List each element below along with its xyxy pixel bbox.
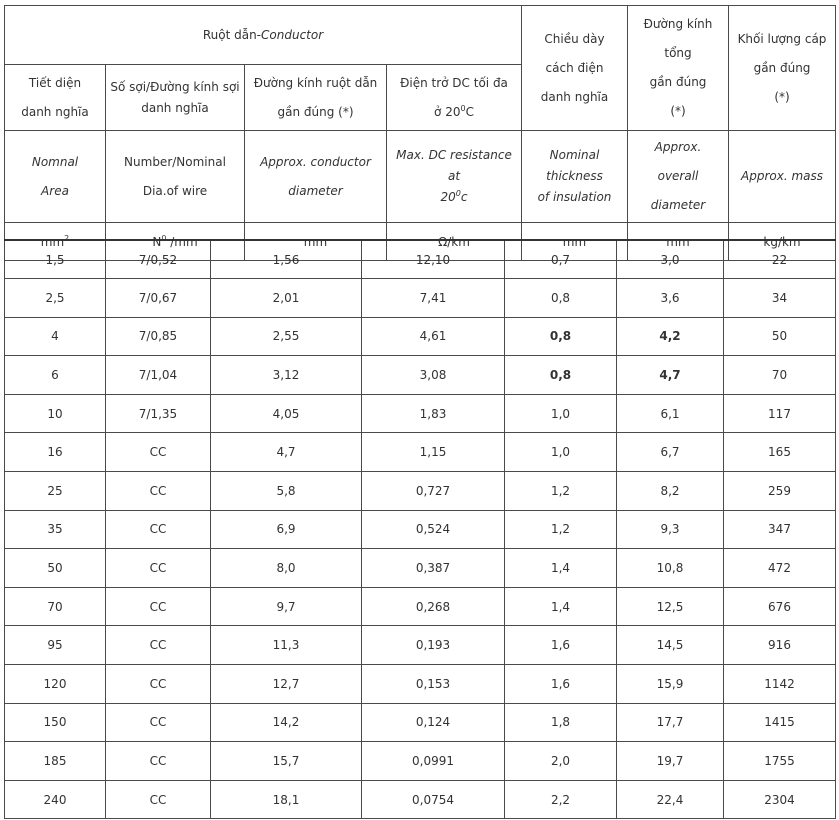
- nominal-area-cell: 150: [5, 703, 106, 742]
- wire-number-cell: CC: [106, 665, 211, 704]
- insulation-thickness-cell: 2,0: [505, 742, 617, 781]
- overall-diameter-cell: 14,5: [617, 626, 724, 665]
- nominal-area-cell: 10: [5, 394, 106, 433]
- nominal-area-en-header: Nomnal Area: [5, 131, 106, 223]
- conductor-diameter-cell: 9,7: [211, 587, 362, 626]
- wire-number-cell: 7/0,85: [106, 317, 211, 356]
- cable-mass-cell: 70: [724, 356, 836, 395]
- conductor-diameter-cell: 14,2: [211, 703, 362, 742]
- overall-diameter-cell: 6,1: [617, 394, 724, 433]
- dc-resistance-cell: 1,15: [362, 433, 505, 472]
- dc-resistance-cell: 0,524: [362, 510, 505, 549]
- dc-resistance-unit: Ω/km: [387, 223, 522, 261]
- wire-number-unit: $N^0$ /mm: [106, 223, 245, 261]
- nominal-area-cell: 4: [5, 317, 106, 356]
- nominal-area-cell: 1,5: [5, 240, 106, 279]
- dc-resistance-en-header: Max. DC resistance at $20^0c$: [387, 131, 522, 223]
- spec-table-body: [4, 239, 836, 819]
- nominal-area-cell: 6: [5, 356, 106, 395]
- conductor-diameter-cell: 2,01: [211, 279, 362, 318]
- cable-mass-cell: 347: [724, 510, 836, 549]
- dc-resistance-cell: 0,153: [362, 665, 505, 704]
- nominal-area-cell: 70: [5, 587, 106, 626]
- conductor-diameter-cell: 4,05: [211, 394, 362, 433]
- table-row: [5, 510, 836, 549]
- dc-resistance-cell: 0,193: [362, 626, 505, 665]
- cable-mass-cell: 50: [724, 317, 836, 356]
- overall-diameter-cell: 19,7: [617, 742, 724, 781]
- conductor-diameter-cell: 4,7: [211, 433, 362, 472]
- wire-number-cell: CC: [106, 703, 211, 742]
- wire-number-cell: CC: [106, 780, 211, 819]
- insulation-thickness-cell: 1,6: [505, 626, 617, 665]
- cable-mass-cell: 34: [724, 279, 836, 318]
- insulation-thickness-cell: 0,8: [505, 317, 617, 356]
- insulation-thickness-cell: 1,2: [505, 510, 617, 549]
- cable-mass-cell: 472: [724, 549, 836, 588]
- cable-mass-cell: 916: [724, 626, 836, 665]
- overall-diameter-cell: 3,6: [617, 279, 724, 318]
- dc-resistance-cell: 0,0754: [362, 780, 505, 819]
- overall-diameter-cell: 15,9: [617, 665, 724, 704]
- table-row: [5, 626, 836, 665]
- overall-diameter-cell: 22,4: [617, 780, 724, 819]
- overall-diameter-cell: 3,0: [617, 240, 724, 279]
- insulation-thickness-cell: 1,0: [505, 433, 617, 472]
- wire-number-cell: CC: [106, 626, 211, 665]
- nominal-area-cell: 2,5: [5, 279, 106, 318]
- wire-number-en-header: Number/Nominal Dia.of wire: [106, 131, 245, 223]
- conductor-diameter-cell: 5,8: [211, 472, 362, 511]
- conductor-diameter-cell: 8,0: [211, 549, 362, 588]
- cable-mass-cell: 259: [724, 472, 836, 511]
- overall-diameter-unit: mm: [628, 223, 729, 261]
- cable-mass-cell: 22: [724, 240, 836, 279]
- conductor-diameter-cell: 2,55: [211, 317, 362, 356]
- cable-mass-cell: 1755: [724, 742, 836, 781]
- overall-diameter-cell: 6,7: [617, 433, 724, 472]
- table-row: [5, 742, 836, 781]
- cable-mass-vn-header: Khối lượng cáp gần đúng (*): [729, 6, 836, 131]
- dc-resistance-cell: 0,268: [362, 587, 505, 626]
- spec-table-header: [4, 5, 836, 261]
- insulation-thickness-cell: 1,4: [505, 549, 617, 588]
- table-row: [5, 703, 836, 742]
- cable-mass-cell: 676: [724, 587, 836, 626]
- overall-diameter-cell: 8,2: [617, 472, 724, 511]
- wire-number-cell: CC: [106, 433, 211, 472]
- conductor-diameter-cell: 18,1: [211, 780, 362, 819]
- cable-mass-cell: 2304: [724, 780, 836, 819]
- conductor-diameter-cell: 6,9: [211, 510, 362, 549]
- overall-diameter-cell: 12,5: [617, 587, 724, 626]
- wire-number-cell: CC: [106, 587, 211, 626]
- dc-resistance-cell: 0,0991: [362, 742, 505, 781]
- nominal-area-cell: 240: [5, 780, 106, 819]
- table-row: [5, 472, 836, 511]
- nominal-area-cell: 185: [5, 742, 106, 781]
- cable-mass-unit: kg/km: [729, 223, 836, 261]
- dc-resistance-cell: 4,61: [362, 317, 505, 356]
- conductor-diameter-unit: mm: [245, 223, 387, 261]
- wire-number-cell: CC: [106, 742, 211, 781]
- wire-number-cell: 7/0,52: [106, 240, 211, 279]
- conductor-diameter-cell: 11,3: [211, 626, 362, 665]
- dc-resistance-cell: 0,124: [362, 703, 505, 742]
- insulation-thickness-cell: 0,8: [505, 356, 617, 395]
- cable-mass-cell: 117: [724, 394, 836, 433]
- conductor-diameter-cell: 3,12: [211, 356, 362, 395]
- insulation-thickness-cell: 2,2: [505, 780, 617, 819]
- nominal-area-unit: $mm^2$: [5, 223, 106, 261]
- table-row: [5, 279, 836, 318]
- wire-number-cell: 7/0,67: [106, 279, 211, 318]
- nominal-area-cell: 25: [5, 472, 106, 511]
- insulation-thickness-en-header: Nominal thickness of insulation: [522, 131, 628, 223]
- wire-number-cell: CC: [106, 472, 211, 511]
- insulation-thickness-cell: 0,7: [505, 240, 617, 279]
- insulation-thickness-unit: mm: [522, 223, 628, 261]
- dc-resistance-cell: 12,10: [362, 240, 505, 279]
- table-row: [5, 587, 836, 626]
- insulation-thickness-cell: 1,6: [505, 665, 617, 704]
- table-row: [5, 549, 836, 588]
- insulation-thickness-cell: 1,0: [505, 394, 617, 433]
- table-row: [5, 780, 836, 819]
- insulation-thickness-cell: 1,8: [505, 703, 617, 742]
- cable-mass-en-header: Approx. mass: [729, 131, 836, 223]
- conductor-diameter-vn-header: Đường kính ruột dẫn gần đúng (*): [245, 65, 387, 131]
- wire-number-vn-header: Số sợi/Đường kính sợi danh nghĩa: [106, 65, 245, 131]
- conductor-diameter-cell: 12,7: [211, 665, 362, 704]
- nominal-area-cell: 16: [5, 433, 106, 472]
- conductor-diameter-cell: 15,7: [211, 742, 362, 781]
- table-row: [5, 665, 836, 704]
- overall-diameter-cell: 4,2: [617, 317, 724, 356]
- insulation-thickness-cell: 0,8: [505, 279, 617, 318]
- wire-number-cell: 7/1,04: [106, 356, 211, 395]
- overall-diameter-cell: 9,3: [617, 510, 724, 549]
- nominal-area-cell: 120: [5, 665, 106, 704]
- wire-number-cell: CC: [106, 510, 211, 549]
- conductor-diameter-cell: 1,56: [211, 240, 362, 279]
- nominal-area-cell: 50: [5, 549, 106, 588]
- cable-mass-cell: 1415: [724, 703, 836, 742]
- nominal-area-cell: 35: [5, 510, 106, 549]
- table-row: [5, 317, 836, 356]
- overall-diameter-cell: 17,7: [617, 703, 724, 742]
- nominal-area-vn-header: Tiết diện danh nghĩa: [5, 65, 106, 131]
- table-row: [5, 356, 836, 395]
- wire-number-cell: 7/1,35: [106, 394, 211, 433]
- overall-diameter-en-header: Approx. overall diameter: [628, 131, 729, 223]
- insulation-thickness-cell: 1,4: [505, 587, 617, 626]
- conductor-group-header: Ruột dẫn-Conductor: [5, 6, 522, 65]
- cable-mass-cell: 1142: [724, 665, 836, 704]
- nominal-area-cell: 95: [5, 626, 106, 665]
- table-row: [5, 433, 836, 472]
- cable-mass-cell: 165: [724, 433, 836, 472]
- table-row: [5, 394, 836, 433]
- insulation-thickness-vn-header: Chiều dày cách điện danh nghĩa: [522, 6, 628, 131]
- overall-diameter-cell: 10,8: [617, 549, 724, 588]
- dc-resistance-cell: 3,08: [362, 356, 505, 395]
- insulation-thickness-cell: 1,2: [505, 472, 617, 511]
- dc-resistance-cell: 7,41: [362, 279, 505, 318]
- wire-number-cell: CC: [106, 549, 211, 588]
- dc-resistance-cell: 0,387: [362, 549, 505, 588]
- overall-diameter-cell: 4,7: [617, 356, 724, 395]
- dc-resistance-cell: 0,727: [362, 472, 505, 511]
- dc-resistance-vn-header: Điện trở DC tối đa ở $20^0C$: [387, 65, 522, 131]
- dc-resistance-cell: 1,83: [362, 394, 505, 433]
- conductor-diameter-en-header: Approx. conductor diameter: [245, 131, 387, 223]
- table-row: [5, 240, 836, 279]
- overall-diameter-vn-header: Đường kính tổng gần đúng (*): [628, 6, 729, 131]
